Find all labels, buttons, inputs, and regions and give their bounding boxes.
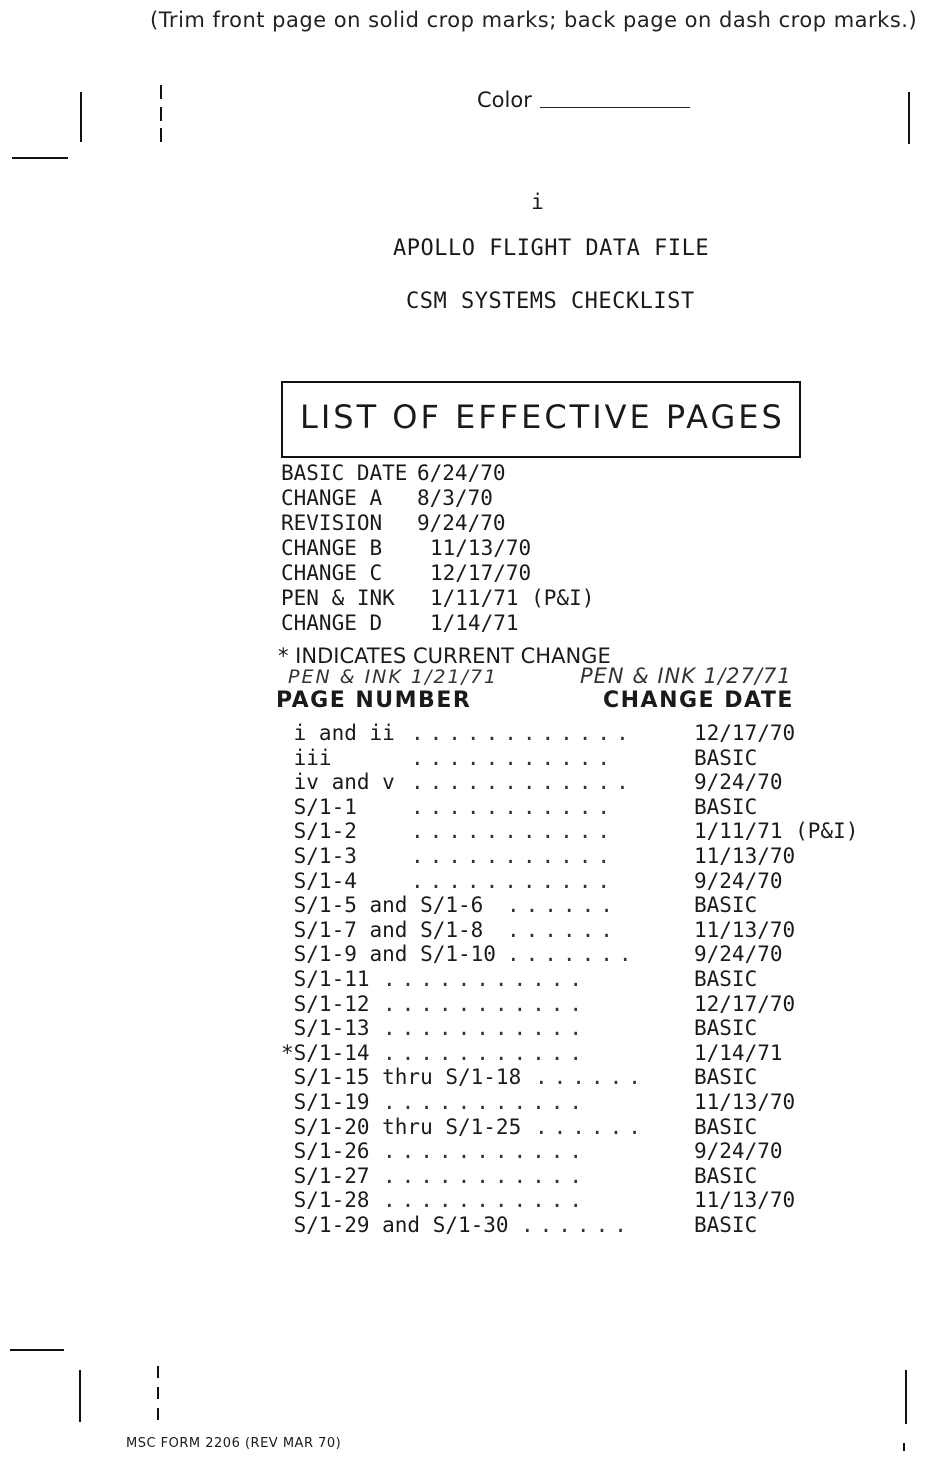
column-header-change-date: CHANGE DATE — [603, 688, 794, 713]
history-label: CHANGE B — [281, 536, 383, 560]
page-id: S/1-1 — [281, 794, 357, 819]
change-date: BASIC — [694, 1212, 758, 1237]
crop-mark-solid-top-right — [908, 92, 910, 144]
page-id: S/1-19 — [281, 1089, 370, 1114]
history-label: CHANGE D — [281, 611, 383, 635]
trim-instructions: (Trim front page on solid crop marks; back page on dash crop marks.) — [150, 8, 918, 32]
leader-dots: ........... — [411, 745, 617, 770]
leader-dots: ........... — [383, 1163, 589, 1188]
page-id: S/1-5 and S/1-6 — [281, 893, 484, 918]
history-label: BASIC DATE — [281, 461, 408, 485]
handwritten-annotation: PEN & INK 1/21/71 — [288, 666, 499, 688]
crop-mark-solid-bottom-left — [79, 1370, 81, 1422]
page-id: S/1-11 — [281, 966, 370, 991]
history-date: 11/13/70 — [430, 536, 532, 560]
crop-mark-dash-top-left-3 — [160, 128, 162, 142]
history-label: CHANGE C — [281, 561, 383, 585]
page-id: S/1-28 — [281, 1188, 370, 1213]
history-label: CHANGE A — [281, 486, 383, 510]
leader-dots: ........... — [383, 1139, 589, 1164]
crop-mark-dash-top-left-2 — [160, 107, 162, 121]
history-date: 9/24/70 — [417, 511, 506, 535]
leader-dots: ........... — [411, 843, 617, 868]
change-date: 12/17/70 — [694, 721, 796, 745]
change-date: 11/13/70 — [694, 917, 796, 942]
history-label: PEN & INK — [281, 586, 395, 610]
page-number: i — [531, 190, 544, 214]
leader-dots: ........... — [383, 991, 589, 1016]
current-change-note: * INDICATES CURRENT CHANGE — [278, 644, 611, 668]
page-id: i and ii — [281, 721, 395, 745]
page-id: S/1-3 — [281, 843, 357, 868]
history-label: REVISION — [281, 511, 383, 535]
page-id: iv and v — [281, 770, 395, 795]
page-id: S/1-9 and S/1-10 — [281, 942, 496, 967]
change-date: 11/13/70 — [694, 1089, 796, 1114]
leader-dots: ........... — [411, 819, 617, 844]
document-title: APOLLO FLIGHT DATA FILE — [393, 236, 710, 261]
column-header-page-number: PAGE NUMBER — [276, 688, 472, 713]
change-date: 9/24/70 — [694, 1139, 783, 1164]
change-date: BASIC — [694, 1065, 758, 1090]
leader-dots: ........... — [383, 1188, 589, 1213]
crop-mark-horizontal-bottom-left — [10, 1349, 64, 1351]
leader-dots: ........... — [411, 794, 617, 819]
crop-mark-tick-bottom-right — [903, 1443, 905, 1451]
change-date: BASIC — [694, 1016, 758, 1041]
leader-dots: ...... — [535, 1065, 647, 1090]
change-date: BASIC — [694, 1163, 758, 1188]
leader-dots: ...... — [521, 1212, 633, 1237]
page-id: S/1-12 — [281, 991, 370, 1016]
change-date: BASIC — [694, 1114, 758, 1139]
leader-dots: ....... — [507, 942, 638, 967]
page-id: S/1-20 thru S/1-25 — [281, 1114, 522, 1139]
leader-dots: ........... — [383, 1016, 589, 1041]
page-id: iii — [281, 745, 332, 770]
leader-dots: ............ — [411, 721, 635, 745]
page-id: S/1-7 and S/1-8 — [281, 917, 484, 942]
page-id: *S/1-14 — [281, 1040, 370, 1065]
change-date: 9/24/70 — [694, 770, 783, 795]
page-id: S/1-15 thru S/1-18 — [281, 1065, 522, 1090]
crop-mark-solid-bottom-right — [905, 1370, 907, 1424]
change-date: 1/14/71 — [694, 1040, 783, 1065]
change-date: BASIC — [694, 745, 758, 770]
change-date: 9/24/70 — [694, 942, 783, 967]
change-date: 12/17/70 — [694, 991, 796, 1016]
change-date: BASIC — [694, 893, 758, 918]
document-subtitle: CSM SYSTEMS CHECKLIST — [406, 289, 695, 314]
leader-dots: ........... — [383, 1040, 589, 1065]
history-date: 12/17/70 — [430, 561, 532, 585]
history-date: 1/11/71 (P&I) — [430, 586, 595, 610]
crop-mark-dash-bottom-left-1 — [157, 1366, 159, 1378]
crop-mark-horizontal-top-left — [12, 157, 68, 159]
color-blank-line — [540, 107, 690, 108]
color-label: Color — [477, 88, 532, 112]
crop-mark-dash-bottom-left-2 — [157, 1387, 159, 1399]
page-id: S/1-2 — [281, 819, 357, 844]
history-date: 1/14/71 — [430, 611, 519, 635]
leader-dots: ............ — [411, 770, 635, 795]
lep-title: LIST OF EFFECTIVE PAGES — [300, 398, 785, 436]
crop-mark-dash-top-left-1 — [160, 85, 162, 99]
leader-dots: ...... — [507, 917, 619, 942]
page-id: S/1-27 — [281, 1163, 370, 1188]
history-date: 6/24/70 — [417, 461, 506, 485]
leader-dots: ...... — [507, 893, 619, 918]
page-id: S/1-13 — [281, 1016, 370, 1041]
page-id: S/1-29 and S/1-30 — [281, 1212, 509, 1237]
crop-mark-solid-top-left — [80, 92, 82, 142]
crop-mark-dash-bottom-left-3 — [157, 1408, 159, 1420]
leader-dots: ........... — [411, 868, 617, 893]
leader-dots: ...... — [535, 1114, 647, 1139]
change-date: 11/13/70 — [694, 1188, 796, 1213]
history-date: 8/3/70 — [417, 486, 493, 510]
change-date: 1/11/71 (P&I) — [694, 819, 859, 844]
leader-dots: ........... — [383, 966, 589, 991]
change-date: BASIC — [694, 794, 758, 819]
page-id: S/1-4 — [281, 868, 357, 893]
change-date: 9/24/70 — [694, 868, 783, 893]
form-identifier: MSC FORM 2206 (REV MAR 70) — [126, 1436, 342, 1451]
leader-dots: ........... — [383, 1089, 589, 1114]
change-date: 11/13/70 — [694, 843, 796, 868]
page-id: S/1-26 — [281, 1139, 370, 1164]
handwritten-annotation: PEN & INK 1/27/71 — [580, 664, 792, 688]
change-date: BASIC — [694, 966, 758, 991]
